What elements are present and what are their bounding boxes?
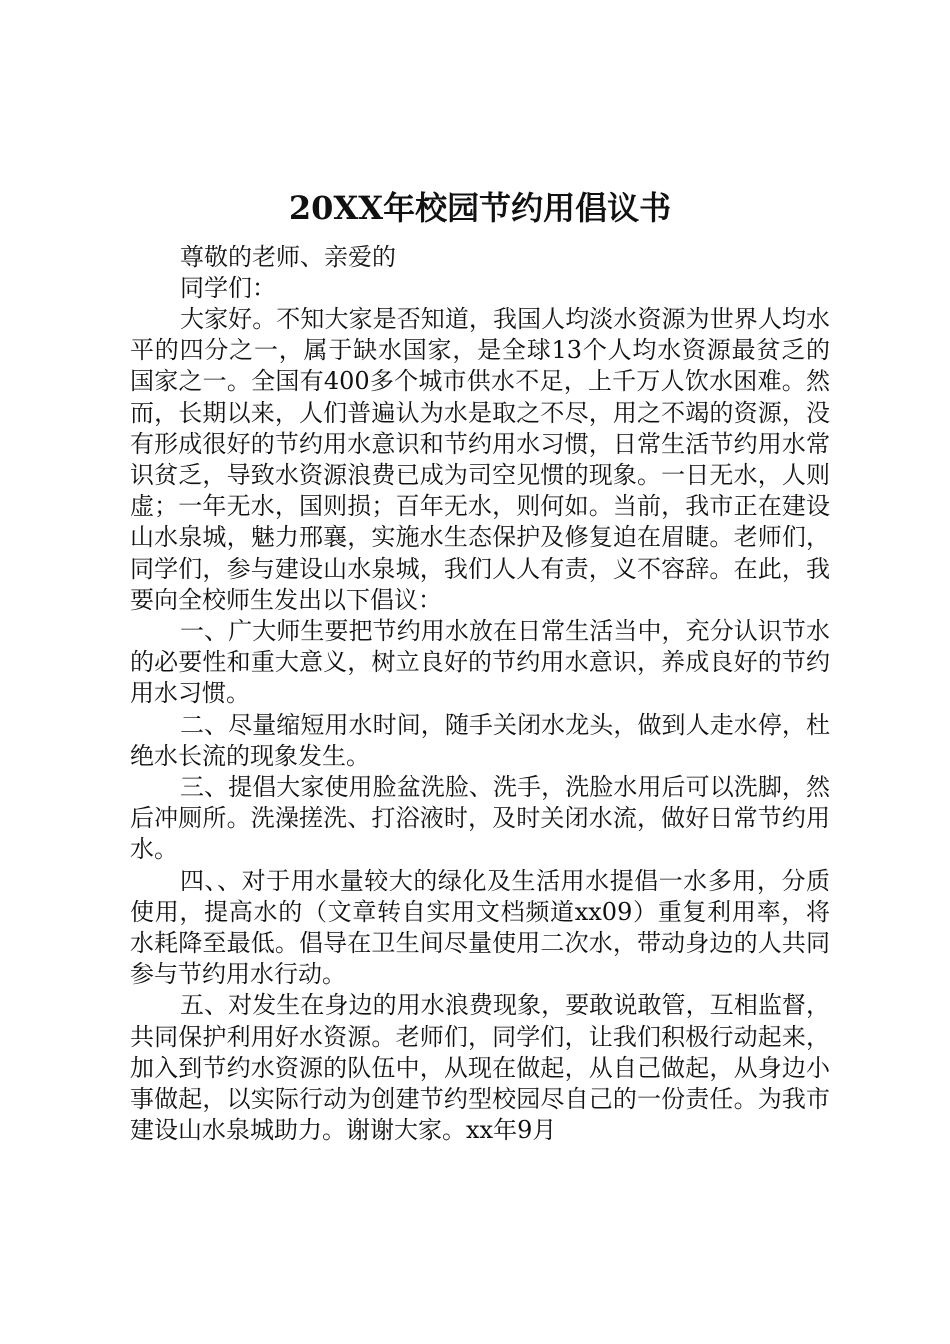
paragraph-proposal-5: 五、对发生在身边的用水浪费现象，要敢说敢管，互相监督，共同保护利用好水资源。老师们，同学们，让我们积极行动起来，加入到节约水资源的队伍中，从现在做起，从自己做起，从身边小事做起，以实际行动为创建节约型校园尽自己的一份责任。为我市建设山水泉城助力。谢谢大家。xx年9月 <box>130 991 830 1145</box>
paragraph-intro: 大家好。不知大家是否知道，我国人均淡水资源为世界人均水平的四分之一，属于缺水国家，是全球13个人均水资源最贫乏的国家之一。全国有400多个城市供水不足，上千万人饮水困难。然而，长期以来，人们普遍认为水是取之不尽，用之不竭的资源，没有形成很好的节约用水意识和节约用水习惯，日常生活节约用水常识贫乏，导致水资源浪费已成为司空见惯的现象。一日无水，人则虚；一年无水，国则损；百年无水，则何如。当前，我市正在建设山水泉城，魅力邢襄，实施水生态保护及修复迫在眉睫。老师们，同学们，参与建设山水泉城，我们人人有责，义不容辞。在此，我要向全校师生发出以下倡议： <box>130 305 830 614</box>
document-body <box>130 188 830 1146</box>
salutation-line-2: 同学们： <box>180 274 276 302</box>
paragraph-proposal-4: 四、、对于用水量较大的绿化及生活用水提倡一水多用，分质使用，提高水的（文章转自实用文档频道xx09）重复利用率，将水耗降至最低。倡导在卫生间尽量使用二次水，带动身边的人共同参与节约用水行动。 <box>130 866 830 989</box>
paragraph-proposal-2: 二、尽量缩短用水时间，随手关闭水龙头，做到人走水停，杜绝水长流的现象发生。 <box>130 710 830 770</box>
paragraph-proposal-3: 三、提倡大家使用脸盆洗脸、洗手，洗脸水用后可以洗脚，然后冲厕所。洗澡搓洗、打浴液时，及时关闭水流，做好日常节约用水。 <box>130 773 830 864</box>
paragraph-proposal-1: 一、广大师生要把节约用水放在日常生活当中，充分认识节水的必要性和重大意义，树立良好的节约用水意识，养成良好的节约用水习惯。 <box>130 617 830 708</box>
document-title: 20XX年校园节约用倡议书 <box>288 189 672 227</box>
salutation-line-1: 尊敬的老师、亲爱的 <box>180 243 396 271</box>
